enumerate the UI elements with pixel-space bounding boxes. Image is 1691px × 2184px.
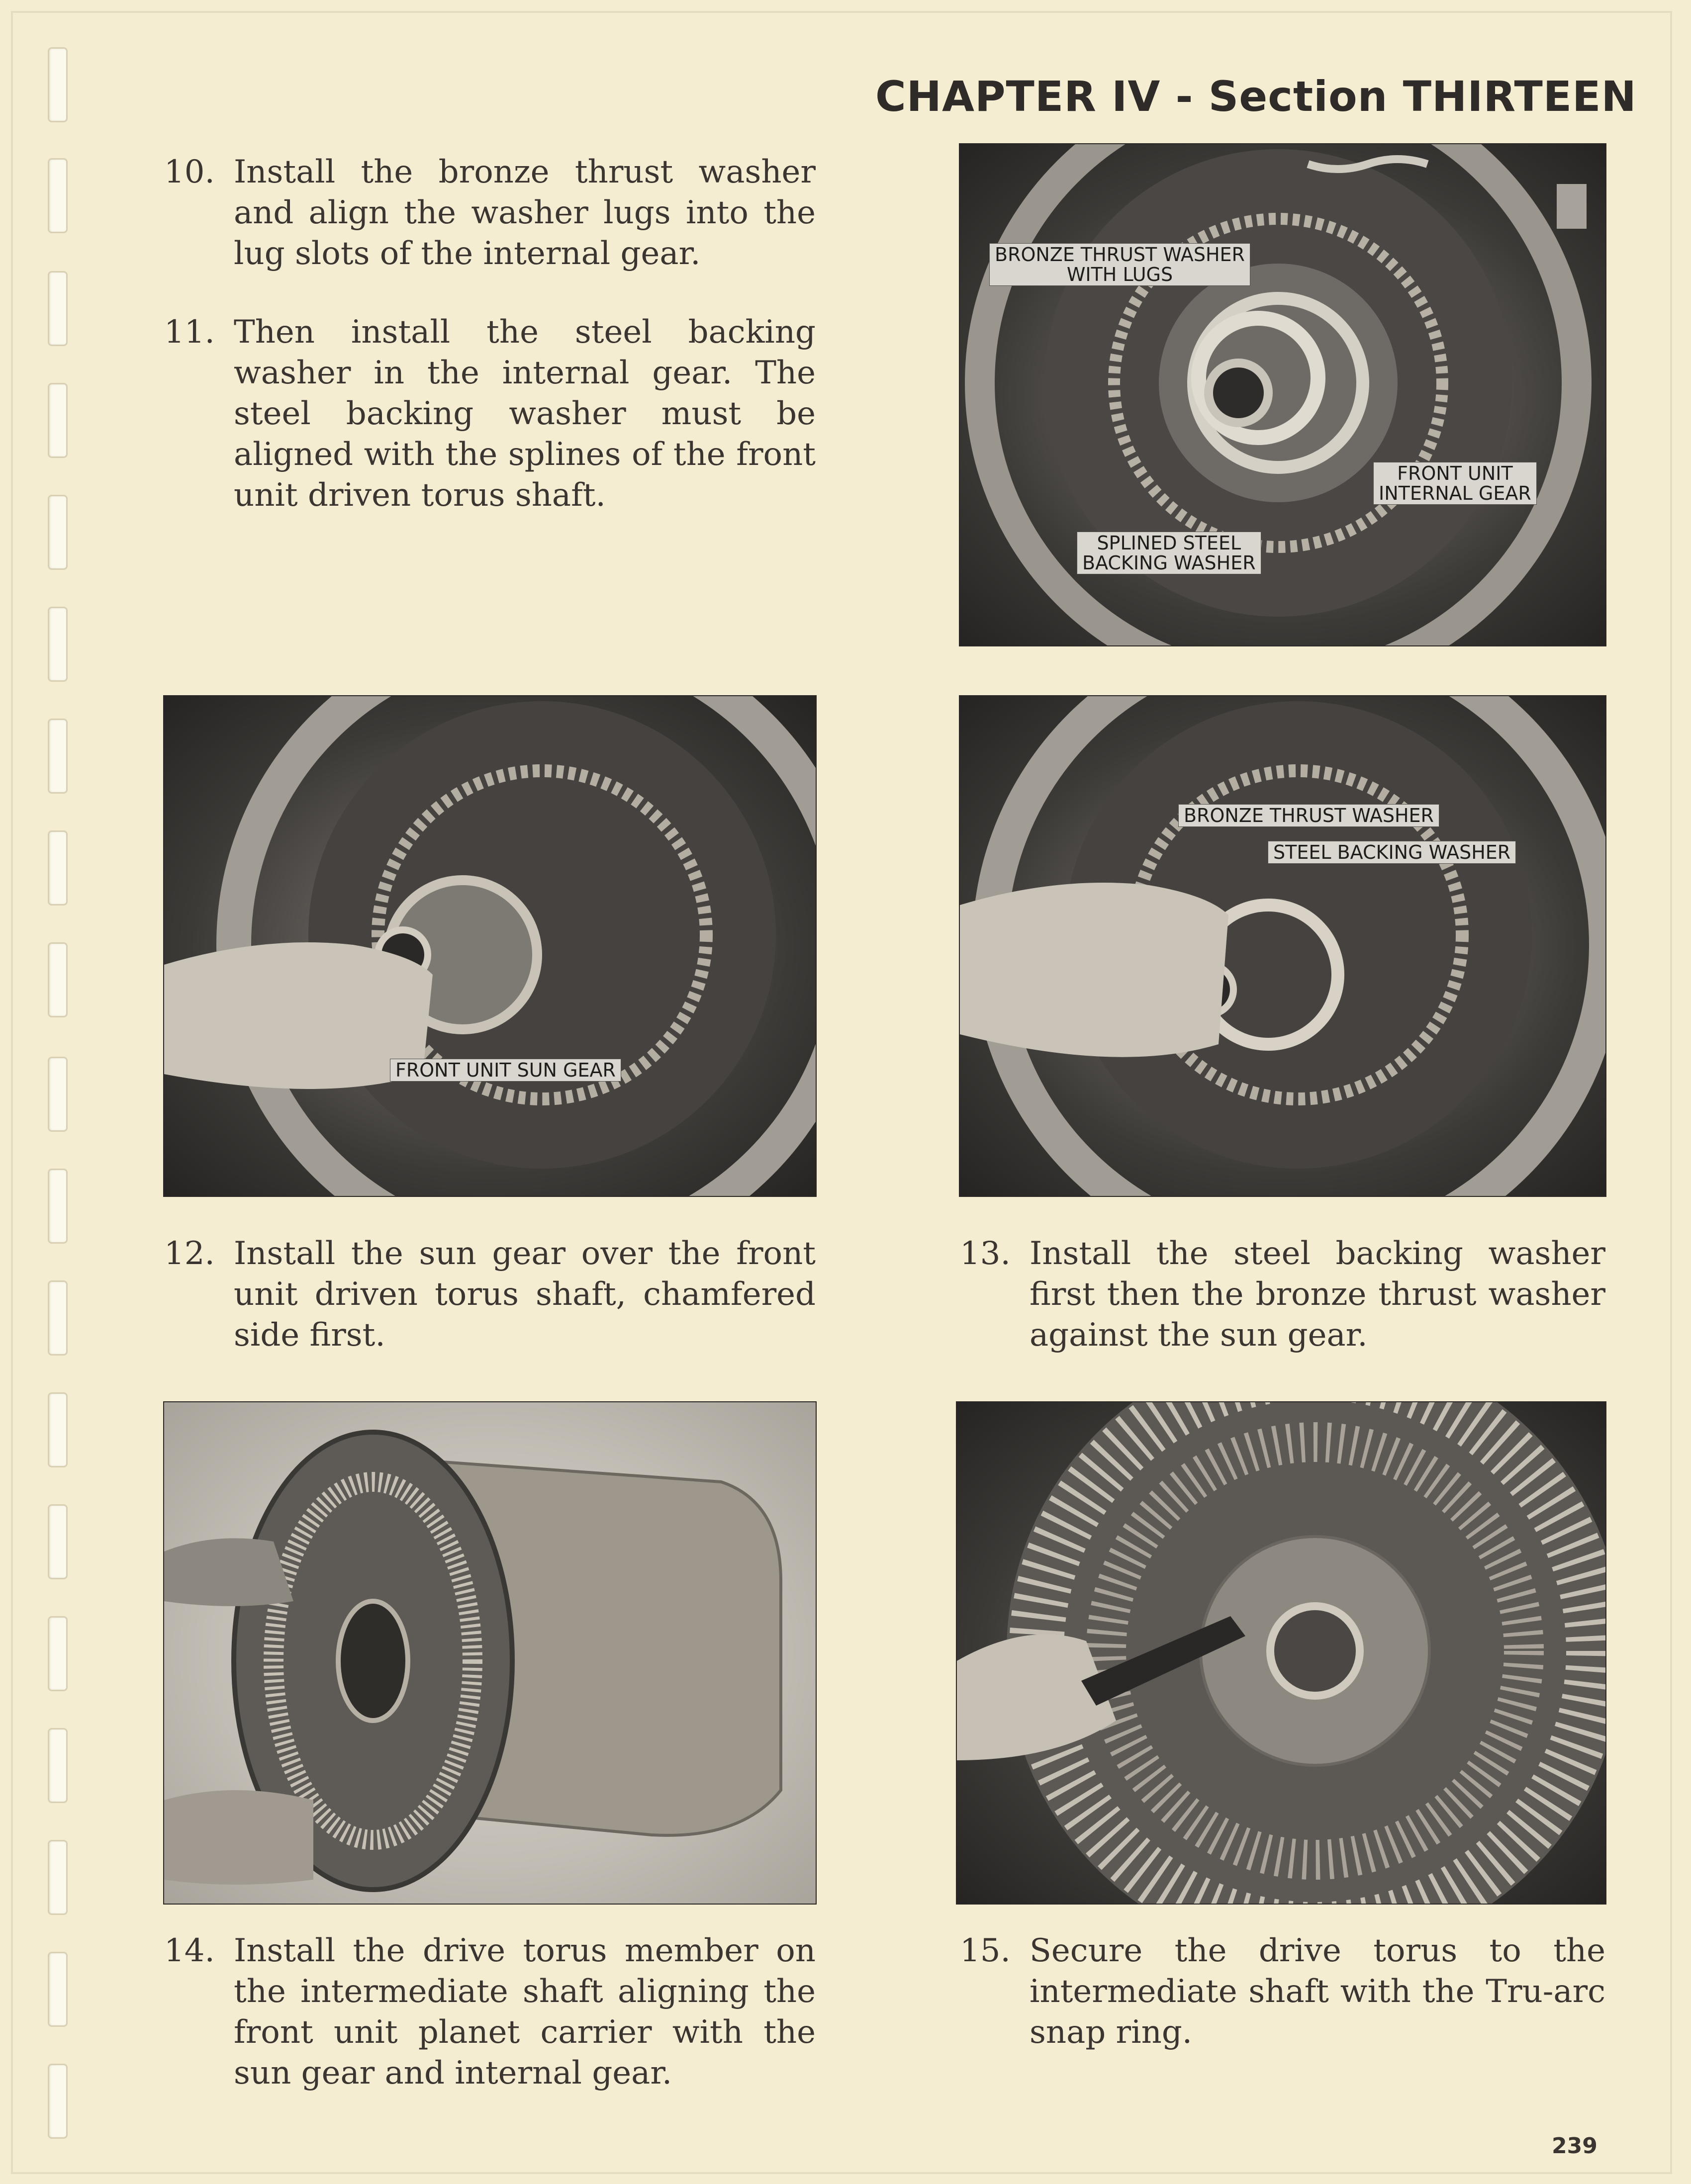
step-text: Install the drive torus member on the intermediate shaft aligning the front unit planet carrier with the sun gear and internal gear. bbox=[234, 1932, 816, 2092]
transmission-illustration bbox=[164, 1402, 816, 1904]
callout-front-unit-sun-gear bbox=[390, 1059, 621, 1081]
callout-splined-steel-backing-washer bbox=[1077, 532, 1261, 574]
photo-thrust-washer-installed bbox=[960, 144, 1605, 645]
binding-hole bbox=[48, 607, 68, 682]
step-number: 11. bbox=[164, 314, 215, 351]
binding-hole bbox=[48, 158, 68, 233]
callout-line: WITH LUGS bbox=[1066, 264, 1173, 285]
backing-washer-illustration bbox=[960, 696, 1605, 1196]
step-text: Install the sun gear over the front unit driven torus shaft, chamfered side first. bbox=[234, 1235, 816, 1354]
photo-sun-gear-install bbox=[164, 696, 816, 1196]
binding-hole bbox=[48, 383, 68, 458]
binding-hole bbox=[48, 1616, 68, 1691]
binding-hole bbox=[48, 1169, 68, 1244]
callout-line: FRONT UNIT bbox=[1397, 462, 1513, 484]
callout-bronze-thrust-washer bbox=[990, 244, 1250, 285]
callout-line: INTERNAL GEAR bbox=[1379, 482, 1531, 504]
binding-hole bbox=[48, 271, 68, 346]
torus-illustration bbox=[957, 1402, 1605, 1904]
binding-hole bbox=[48, 495, 68, 570]
photo-snap-ring-install bbox=[957, 1402, 1605, 1904]
callout-line: STEEL BACKING WASHER bbox=[1273, 841, 1511, 863]
gear-illustration bbox=[960, 144, 1605, 645]
binding-hole bbox=[48, 2064, 68, 2139]
step-number: 10. bbox=[164, 154, 215, 190]
binding-hole bbox=[48, 719, 68, 794]
callout-line: FRONT UNIT SUN GEAR bbox=[395, 1059, 616, 1081]
callout-line: BRONZE THRUST WASHER bbox=[995, 244, 1245, 266]
callout-line: SPLINED STEEL bbox=[1097, 532, 1241, 554]
step-text: Install the steel backing washer first then the bronze thrust washer against the sun gear. bbox=[1030, 1235, 1605, 1354]
binding-hole bbox=[48, 1504, 68, 1579]
binding-hole bbox=[48, 47, 68, 122]
photo-backing-washer-install bbox=[960, 696, 1605, 1196]
step-text: Then install the steel backing washer in the internal gear. The steel backing washer must be aligned with the splines of the front unit driven torus shaft. bbox=[234, 314, 816, 514]
photo-drive-torus-install bbox=[164, 1402, 816, 1904]
step-number: 14. bbox=[164, 1932, 215, 1969]
page-number: 239 bbox=[1552, 2133, 1597, 2159]
binding-hole bbox=[48, 1057, 68, 1132]
step-text: Install the bronze thrust washer and align the washer lugs into the lug slots of the internal gear. bbox=[234, 154, 816, 272]
binding-hole bbox=[48, 1728, 68, 1803]
step-text: Secure the drive torus to the intermediate shaft with the Tru-arc snap ring. bbox=[1030, 1932, 1605, 2051]
binding-hole bbox=[48, 1952, 68, 2027]
callout-front-unit-internal-gear bbox=[1374, 462, 1536, 504]
step-number: 15. bbox=[960, 1932, 1011, 1969]
binding-hole bbox=[48, 1280, 68, 1356]
step-number: 13. bbox=[960, 1235, 1011, 1272]
callout-line: BACKING WASHER bbox=[1082, 552, 1256, 574]
binding-hole bbox=[48, 1840, 68, 1915]
callout-line: BRONZE THRUST WASHER bbox=[1184, 805, 1434, 826]
sun-gear-illustration bbox=[164, 696, 816, 1196]
binding-hole bbox=[48, 942, 68, 1017]
binding-hole bbox=[48, 830, 68, 906]
binding-hole bbox=[48, 1392, 68, 1467]
chapter-header: CHAPTER IV - Section THIRTEEN bbox=[875, 72, 1637, 121]
callout-steel-backing-washer bbox=[1268, 841, 1515, 863]
callout-bronze-thrust-washer bbox=[1179, 805, 1439, 826]
step-number: 12. bbox=[164, 1235, 215, 1272]
